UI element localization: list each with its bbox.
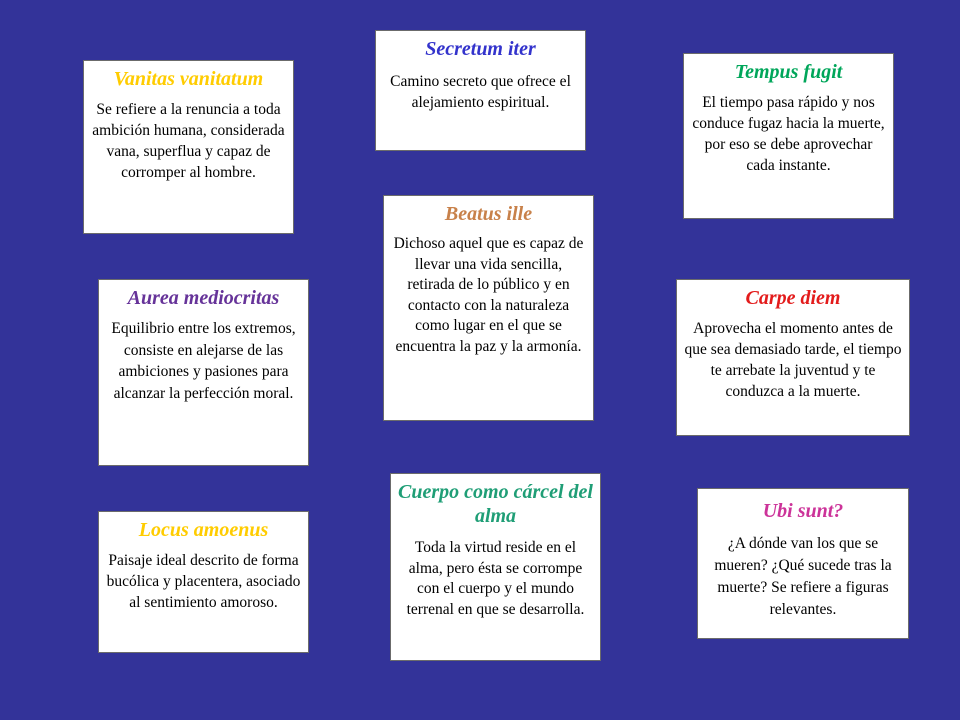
card-title: Carpe diem <box>745 287 841 309</box>
card-title: Ubi sunt? <box>762 500 844 522</box>
card-description: Camino secreto que ofrece el alejamiento espiritual. <box>390 73 571 111</box>
card-cuerpo-carcel-alma <box>390 473 601 661</box>
card-title: Cuerpo como cárcel del alma <box>398 481 593 527</box>
card-description: Aprovecha el momento antes de que sea demasiado tarde, el tiempo te arrebate la juventud y te conduzca a la muerte. <box>684 320 902 400</box>
card-ubi-sunt <box>697 488 909 639</box>
card-title: Vanitas vanitatum <box>113 68 264 90</box>
card-description: ¿A dónde van los que se mueren? ¿Qué sucede tras la muerte? Se refiere a figuras relevantes. <box>714 535 892 618</box>
card-title: Locus amoenus <box>138 519 269 541</box>
card-title: Aurea mediocritas <box>127 287 280 309</box>
card-description: Dichoso aquel que es capaz de llevar una vida sencilla, retirada de lo público y en contacto con la naturaleza como lugar en el que se encuentra la paz y la armonía. <box>393 235 584 355</box>
card-locus-amoenus <box>98 511 309 653</box>
card-description: El tiempo pasa rápido y nos conduce fugaz hacia la muerte, por eso se debe aprovechar cada instante. <box>692 94 885 174</box>
card-description: Equilibrio entre los extremos, consiste en alejarse de las ambiciones y pasiones para alcanzar la perfección moral. <box>111 320 296 402</box>
card-title: Beatus ille <box>444 203 533 225</box>
card-title: Tempus fugit <box>734 61 843 83</box>
card-secretum-iter <box>375 30 586 151</box>
card-beatus-ille <box>383 195 594 421</box>
card-tempus-fugit <box>683 53 894 219</box>
card-description: Toda la virtud reside en el alma, pero ésta se corrompe con el cuerpo y el mundo terrenal en que se desarrolla. <box>406 539 585 618</box>
card-description: Paisaje ideal descrito de forma bucólica y placentera, asociado al sentimiento amoroso. <box>106 552 301 611</box>
card-vanitas-vanitatum <box>83 60 294 234</box>
card-carpe-diem <box>676 279 910 436</box>
card-description: Se refiere a la renuncia a toda ambición humana, considerada vana, superflua y capaz de corromper al hombre. <box>92 101 285 181</box>
card-aurea-mediocritas <box>98 279 309 466</box>
card-title: Secretum iter <box>425 38 536 60</box>
